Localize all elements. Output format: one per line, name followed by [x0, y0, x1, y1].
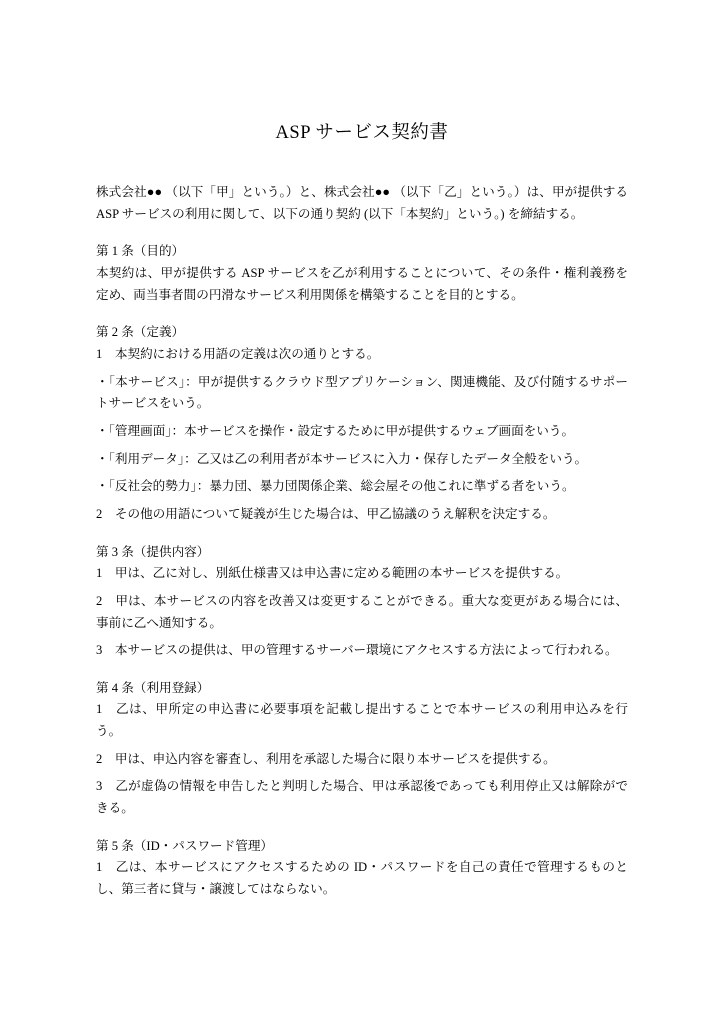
- paragraph: ・「利用データ」：乙又は乙の利用者が本サービスに入力・保存したデータ全般をいう。: [96, 451, 588, 466]
- paragraph: 本契約は、甲が提供する ASP サービスを乙が利用することについて、その条件・権利義務を定め、両当事者間の円滑なサービス利用関係を構築することを目的とする。: [96, 265, 628, 302]
- paragraph: 1 乙は、甲所定の申込書に必要事項を記載し提出することで本サービスの利用申込みを行う。: [96, 702, 628, 739]
- paragraph: 1 乙は、本サービスにアクセスするための ID・パスワードを自己の責任で管理するものとし、第三者に貸与・譲渡してはならない。: [96, 860, 628, 897]
- document-block-article-5: [96, 836, 628, 901]
- paragraph: 1 甲は、乙に対し、別紙仕様書又は申込書に定める範囲の本サービスを提供する。: [96, 566, 569, 581]
- page-title: ASP サービス契約書: [275, 123, 449, 143]
- paragraph: 2 甲は、本サービスの内容を改善又は変更することができる。重大な変更がある場合には、事前に乙へ通知する。: [96, 593, 628, 630]
- document-block-article-1: [96, 241, 628, 306]
- paragraph: 3 乙が虚偽の情報を申告したと判明した場合、甲は承認後であっても利用停止又は解除ができる。: [96, 779, 628, 816]
- paragraph: ・「本サービス」：甲が提供するクラウド型アプリケーション、関連機能、及び付随するサポートサービスをいう。: [96, 374, 628, 411]
- paragraph: 2 甲は、申込内容を審査し、利用を承認した場合に限り本サービスを提供する。: [96, 751, 556, 766]
- paragraph: 3 本サービスの提供は、甲の管理するサーバー環境にアクセスする方法によって行われる。: [96, 643, 618, 658]
- article-heading: 第 2 条（定義）: [96, 325, 185, 340]
- paragraph: ・「管理画面」：本サービスを操作・設定するために甲が提供するウェブ画面をいう。: [96, 423, 575, 438]
- paragraph: 株式会社●● （以下「甲」という。）と、株式会社●● （以下「乙」という。）は、甲が提供する ASP サービスの利用に関して、以下の通り契約 (以下「本契約」という。) を締結する。: [96, 185, 628, 221]
- document-block-article-4: [96, 678, 628, 820]
- article-heading: 第 5 条（ID・パスワード管理）: [96, 838, 274, 853]
- article-heading: 第 1 条（目的）: [96, 244, 185, 259]
- paragraph: ・「反社会的勢力」：暴力団、暴力団関係企業、総会屋その他これに準ずる者をいう。: [96, 479, 575, 494]
- paragraph: 1 本契約における用語の定義は次の通りとする。: [96, 346, 380, 361]
- article-heading: 第 4 条（利用登録）: [96, 680, 210, 695]
- paragraph: 2 その他の用語について疑義が生じた場合は、甲乙協議のうえ解釈を決定する。: [96, 506, 556, 521]
- article-heading: 第 3 条（提供内容）: [96, 544, 210, 559]
- document-block-article-2: [96, 322, 628, 525]
- document-block-preamble: [96, 182, 628, 225]
- document-block-article-3: [96, 542, 628, 662]
